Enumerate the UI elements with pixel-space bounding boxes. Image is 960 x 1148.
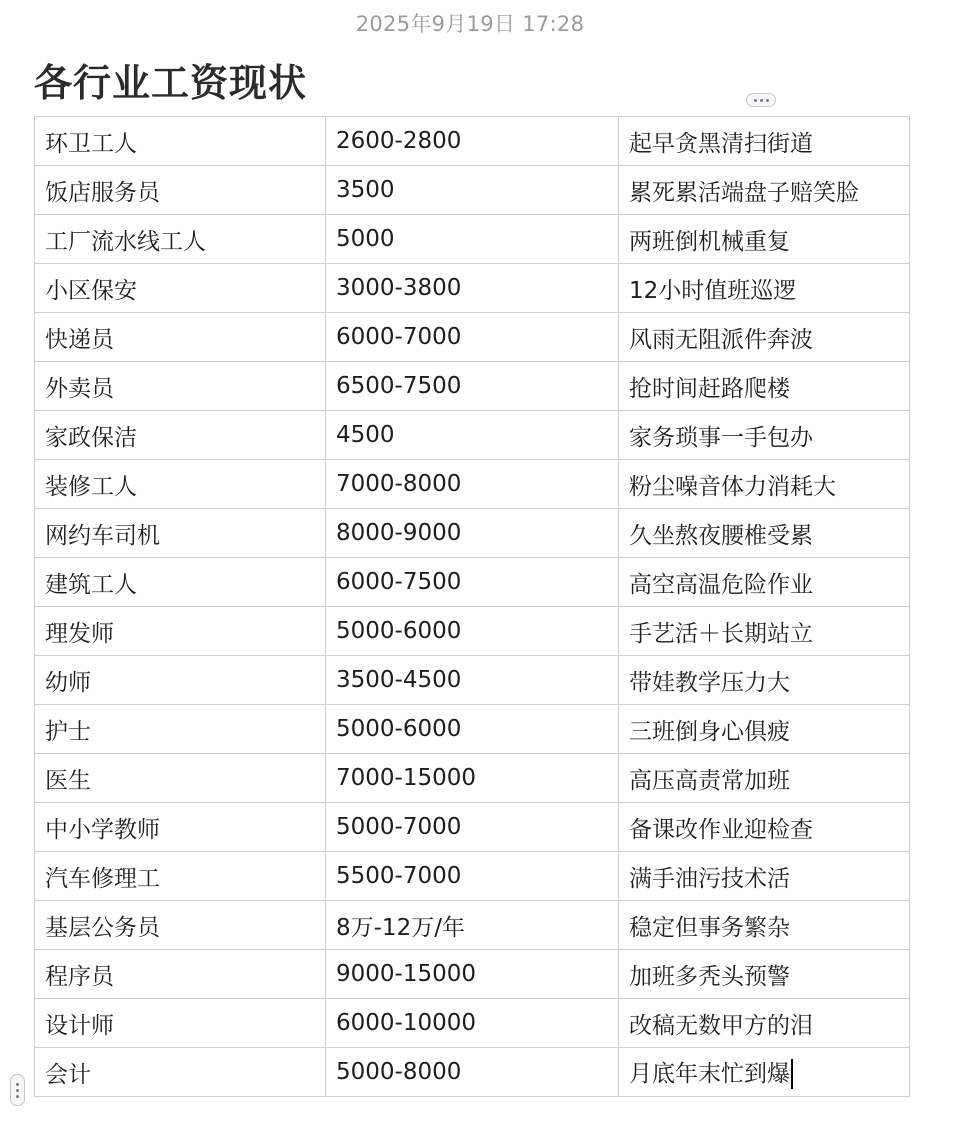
salary-cell-text: 3000-3800	[336, 275, 462, 301]
more-dots-icon	[760, 99, 763, 102]
table-row	[35, 117, 910, 166]
job-cell[interactable]	[35, 460, 326, 509]
salary-cell-text: 8万-12万/年	[336, 914, 465, 941]
job-cell-text: 理发师	[45, 620, 114, 647]
salary-cell-text: 6000-7500	[336, 569, 462, 595]
table-row	[35, 803, 910, 852]
note-cell[interactable]	[619, 509, 910, 558]
job-cell-text: 基层公务员	[45, 914, 160, 941]
salary-cell-text: 5000-8000	[336, 1059, 462, 1085]
note-cell-text: 月底年末忙到爆	[629, 1060, 790, 1087]
salary-cell-text: 5000-6000	[336, 618, 462, 644]
job-cell-text: 会计	[45, 1061, 91, 1088]
job-cell[interactable]	[35, 950, 326, 999]
drag-dots-icon	[16, 1095, 19, 1098]
salary-cell-text: 5000-6000	[336, 716, 462, 742]
table-row	[35, 313, 910, 362]
job-cell-text: 护士	[45, 718, 91, 745]
job-cell-text: 工厂流水线工人	[45, 228, 206, 255]
more-dots-icon	[766, 99, 769, 102]
salary-cell[interactable]	[326, 656, 619, 705]
job-cell[interactable]	[35, 656, 326, 705]
note-cell-text: 起早贪黑清扫街道	[629, 130, 813, 157]
job-cell-text: 家政保洁	[45, 424, 137, 451]
job-cell[interactable]	[35, 313, 326, 362]
note-cell[interactable]	[619, 656, 910, 705]
job-cell-text: 设计师	[45, 1012, 114, 1039]
job-cell[interactable]	[35, 558, 326, 607]
row-drag-handle[interactable]	[10, 1074, 25, 1106]
job-cell-text: 汽车修理工	[45, 865, 160, 892]
note-cell-text: 两班倒机械重复	[629, 228, 790, 255]
salary-cell[interactable]	[326, 1048, 619, 1097]
job-cell-text: 程序员	[45, 963, 114, 990]
table-row	[35, 950, 910, 999]
note-cell[interactable]	[619, 607, 910, 656]
salary-cell-text: 8000-9000	[336, 520, 462, 546]
note-cell-text: 风雨无阻派件奔波	[629, 326, 813, 353]
job-cell-text: 小区保安	[45, 277, 137, 304]
note-cell-text: 满手油污技术活	[629, 865, 790, 892]
job-cell[interactable]	[35, 999, 326, 1048]
salary-cell-text: 5500-7000	[336, 863, 462, 889]
note-cell-text: 粉尘噪音体力消耗大	[629, 473, 836, 500]
salary-cell[interactable]	[326, 313, 619, 362]
table-row	[35, 509, 910, 558]
text-cursor	[791, 1059, 793, 1089]
salary-cell[interactable]	[326, 999, 619, 1048]
note-cell-text: 稳定但事务繁杂	[629, 914, 790, 941]
job-cell-text: 医生	[45, 767, 91, 794]
drag-dots-icon	[16, 1083, 19, 1086]
note-cell[interactable]	[619, 950, 910, 999]
note-cell[interactable]	[619, 117, 910, 166]
note-cell[interactable]	[619, 460, 910, 509]
table-row	[35, 264, 910, 313]
note-cell-text: 高压高责常加班	[629, 767, 790, 794]
table-row	[35, 852, 910, 901]
note-cell[interactable]	[619, 754, 910, 803]
job-cell[interactable]	[35, 509, 326, 558]
salary-cell-text: 2600-2800	[336, 128, 462, 154]
note-cell[interactable]	[619, 558, 910, 607]
job-cell-text: 快递员	[45, 326, 114, 353]
salary-cell-text: 7000-15000	[336, 765, 476, 791]
note-cell[interactable]	[619, 705, 910, 754]
salary-cell-text: 6500-7500	[336, 373, 462, 399]
note-cell[interactable]	[619, 1048, 910, 1097]
note-cell-text: 三班倒身心俱疲	[629, 718, 790, 745]
note-cell[interactable]	[619, 852, 910, 901]
salary-cell-text: 6000-7000	[336, 324, 462, 350]
salary-cell[interactable]	[326, 558, 619, 607]
note-cell-text: 加班多秃头预警	[629, 963, 790, 990]
job-cell[interactable]	[35, 264, 326, 313]
job-cell[interactable]	[35, 607, 326, 656]
job-cell-text: 建筑工人	[45, 571, 137, 598]
salary-cell[interactable]	[326, 754, 619, 803]
table-row	[35, 558, 910, 607]
salary-cell[interactable]	[326, 411, 619, 460]
salary-cell[interactable]	[326, 264, 619, 313]
job-cell[interactable]	[35, 803, 326, 852]
note-cell[interactable]	[619, 411, 910, 460]
drag-dots-icon	[16, 1089, 19, 1092]
table-row	[35, 215, 910, 264]
salary-cell-text: 5000	[336, 226, 395, 252]
note-cell[interactable]	[619, 901, 910, 950]
salary-cell-text: 3500	[336, 177, 395, 203]
salary-cell[interactable]	[326, 950, 619, 999]
note-cell-text: 久坐熬夜腰椎受累	[629, 522, 813, 549]
table-row	[35, 166, 910, 215]
table-row	[35, 754, 910, 803]
salary-cell[interactable]	[326, 901, 619, 950]
note-cell-text: 改稿无数甲方的泪	[629, 1012, 813, 1039]
note-cell[interactable]	[619, 362, 910, 411]
note-cell[interactable]	[619, 264, 910, 313]
more-dots-icon	[754, 99, 757, 102]
salary-cell[interactable]	[326, 803, 619, 852]
job-cell[interactable]	[35, 215, 326, 264]
table-row	[35, 1048, 910, 1097]
salary-table-body	[35, 117, 910, 1097]
table-row	[35, 656, 910, 705]
job-cell[interactable]	[35, 852, 326, 901]
note-cell[interactable]	[619, 166, 910, 215]
note-cell-text: 抢时间赶路爬楼	[629, 375, 790, 402]
job-cell-text: 中小学教师	[45, 816, 160, 843]
note-timestamp: 2025年9月19日 17:28	[355, 12, 585, 36]
table-row	[35, 411, 910, 460]
salary-cell-text: 5000-7000	[336, 814, 462, 840]
job-cell-text: 环卫工人	[45, 130, 137, 157]
table-row	[35, 705, 910, 754]
note-cell[interactable]	[619, 999, 910, 1048]
job-cell-text: 装修工人	[45, 473, 137, 500]
salary-cell[interactable]	[326, 705, 619, 754]
note-cell[interactable]	[619, 215, 910, 264]
salary-cell[interactable]	[326, 607, 619, 656]
salary-cell[interactable]	[326, 852, 619, 901]
note-cell-text: 家务琐事一手包办	[629, 424, 813, 451]
job-cell[interactable]	[35, 705, 326, 754]
note-cell-text: 累死累活端盘子赔笑脸	[629, 179, 859, 206]
note-cell-text: 12小时值班巡逻	[629, 277, 797, 304]
note-cell[interactable]	[619, 803, 910, 852]
salary-cell[interactable]	[326, 117, 619, 166]
job-cell-text: 幼师	[45, 669, 91, 696]
salary-cell[interactable]	[326, 166, 619, 215]
salary-cell-text: 7000-8000	[336, 471, 462, 497]
note-cell-text: 高空高温危险作业	[629, 571, 813, 598]
job-cell[interactable]	[35, 411, 326, 460]
table-row	[35, 362, 910, 411]
table-row	[35, 607, 910, 656]
job-cell[interactable]	[35, 362, 326, 411]
job-cell-text: 饭店服务员	[45, 179, 160, 206]
job-cell[interactable]	[35, 754, 326, 803]
note-cell-text: 手艺活＋长期站立	[629, 620, 813, 647]
job-cell-text: 网约车司机	[45, 522, 160, 549]
table-row	[35, 999, 910, 1048]
job-cell[interactable]	[35, 1048, 326, 1097]
note-cell-text: 备课改作业迎检查	[629, 816, 813, 843]
table-options-handle[interactable]	[746, 93, 776, 107]
salary-cell-text: 9000-15000	[336, 961, 476, 987]
salary-cell[interactable]	[326, 509, 619, 558]
job-cell[interactable]	[35, 901, 326, 950]
table-row	[35, 901, 910, 950]
salary-cell-text: 6000-10000	[336, 1010, 476, 1036]
job-cell-text: 外卖员	[45, 375, 114, 402]
salary-cell[interactable]	[326, 460, 619, 509]
note-title[interactable]: 各行业工资现状	[34, 61, 308, 105]
table-row	[35, 460, 910, 509]
note-cell-text: 带娃教学压力大	[629, 669, 790, 696]
salary-cell[interactable]	[326, 215, 619, 264]
salary-cell[interactable]	[326, 362, 619, 411]
job-cell[interactable]	[35, 166, 326, 215]
salary-table	[34, 116, 910, 1097]
job-cell[interactable]	[35, 117, 326, 166]
note-cell[interactable]	[619, 313, 910, 362]
salary-cell-text: 3500-4500	[336, 667, 462, 693]
salary-cell-text: 4500	[336, 422, 395, 448]
